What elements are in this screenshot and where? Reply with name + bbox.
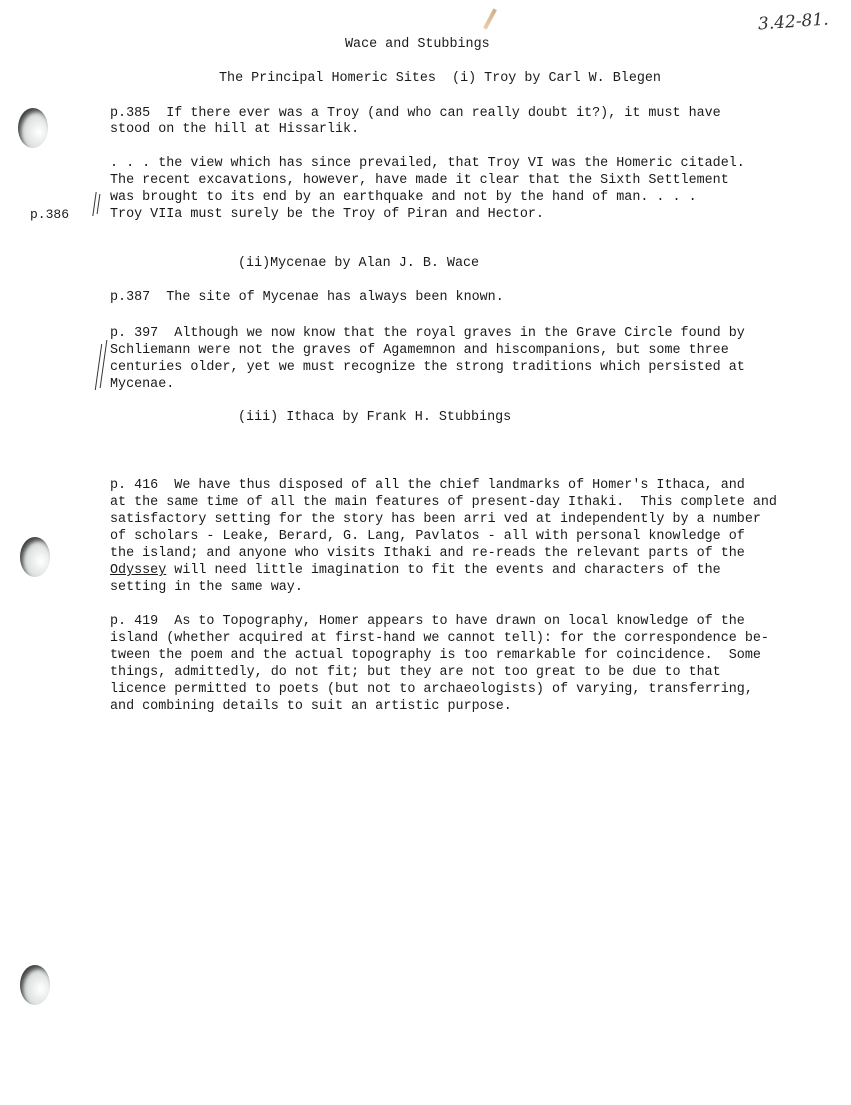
paragraph-p419-line5: licence permitted to poets (but not to archaeologists) of varying, transferring,	[110, 682, 753, 697]
paragraph-p419-line2: island (whether acquired at first-hand we cannot tell): for the correspondence be-	[110, 631, 769, 646]
paragraph-p416-line6-tail: will need little imagination to fit the events and characters of the	[166, 563, 721, 578]
paragraph-p397-line2: Schliemann were not the graves of Agamemnon and hiscompanions, but some three	[110, 343, 729, 358]
punch-hole-middle	[20, 537, 50, 577]
handwritten-margin-note: p.386	[30, 207, 70, 222]
paragraph-p397-line4: Mycenae.	[110, 377, 175, 392]
paragraph-troy-line4: Troy VIIa must surely be the Troy of Piran and Hector.	[110, 207, 544, 222]
paragraph-p416-line6	[110, 563, 721, 580]
paragraph-p416-line3: satisfactory setting for the story has been arri ved at independently by a number	[110, 512, 761, 527]
section-heading-ithaca: (iii) Ithaca by Frank H. Stubbings	[238, 410, 512, 425]
document-title: Wace and Stubbings	[345, 37, 490, 52]
punch-hole-top	[18, 108, 48, 148]
punch-hole-bottom	[20, 965, 50, 1005]
paragraph-p419-line6: and combining details to suit an artistic purpose.	[110, 699, 512, 714]
paragraph-p416-line1: p. 416 We have thus disposed of all the chief landmarks of Homer's Ithaca, and	[110, 478, 745, 493]
margin-bracket-2	[97, 194, 101, 214]
paragraph-p416-line2: at the same time of all the main features of present-day Ithaki. This complete and	[110, 495, 777, 510]
paragraph-p397-line3: centuries older, yet we must recognize the strong traditions which persisted at	[110, 360, 745, 375]
ink-smudge	[483, 8, 497, 29]
paragraph-p419-line3: tween the poem and the actual topography is too remarkable for coincidence. Some	[110, 648, 761, 663]
handwritten-reference-number: 3.42-81.	[757, 9, 830, 35]
section-heading-troy: The Principal Homeric Sites (i) Troy by Carl W. Blegen	[219, 71, 661, 86]
paragraph-p419-line1: p. 419 As to Topography, Homer appears to have drawn on local knowledge of the	[110, 614, 745, 629]
paragraph-p416-line4: of scholars - Leake, Berard, G. Lang, Pavlatos - all with personal knowledge of	[110, 529, 745, 544]
paragraph-p416-line5: the island; and anyone who visits Ithaki and re-reads the relevant parts of the	[110, 546, 745, 561]
paragraph-p419-line4: things, admittedly, do not fit; but they are not too great to be due to that	[110, 665, 721, 680]
section-heading-mycenae: (ii)Mycenae by Alan J. B. Wace	[238, 256, 480, 271]
odyssey-title: Odyssey	[110, 563, 167, 578]
paragraph-p387: p.387 The site of Mycenae has always been known.	[110, 290, 504, 305]
paragraph-troy-line3: was brought to its end by an earthquake and not by the hand of man. . . .	[110, 190, 697, 205]
paragraph-troy-line1: . . . the view which has since prevailed, that Troy VI was the Homeric citadel.	[110, 156, 745, 171]
paragraph-p397-line1: p. 397 Although we now know that the royal graves in the Grave Circle found by	[110, 326, 745, 341]
paragraph-p385-line2: stood on the hill at Hissarlik.	[110, 122, 360, 137]
paragraph-troy-line2: The recent excavations, however, have made it clear that the Sixth Settlement	[110, 173, 729, 188]
paragraph-p385-line1: p.385 If there ever was a Troy (and who can really doubt it?), it must have	[110, 106, 721, 121]
paragraph-p416-line7: setting in the same way.	[110, 580, 303, 595]
